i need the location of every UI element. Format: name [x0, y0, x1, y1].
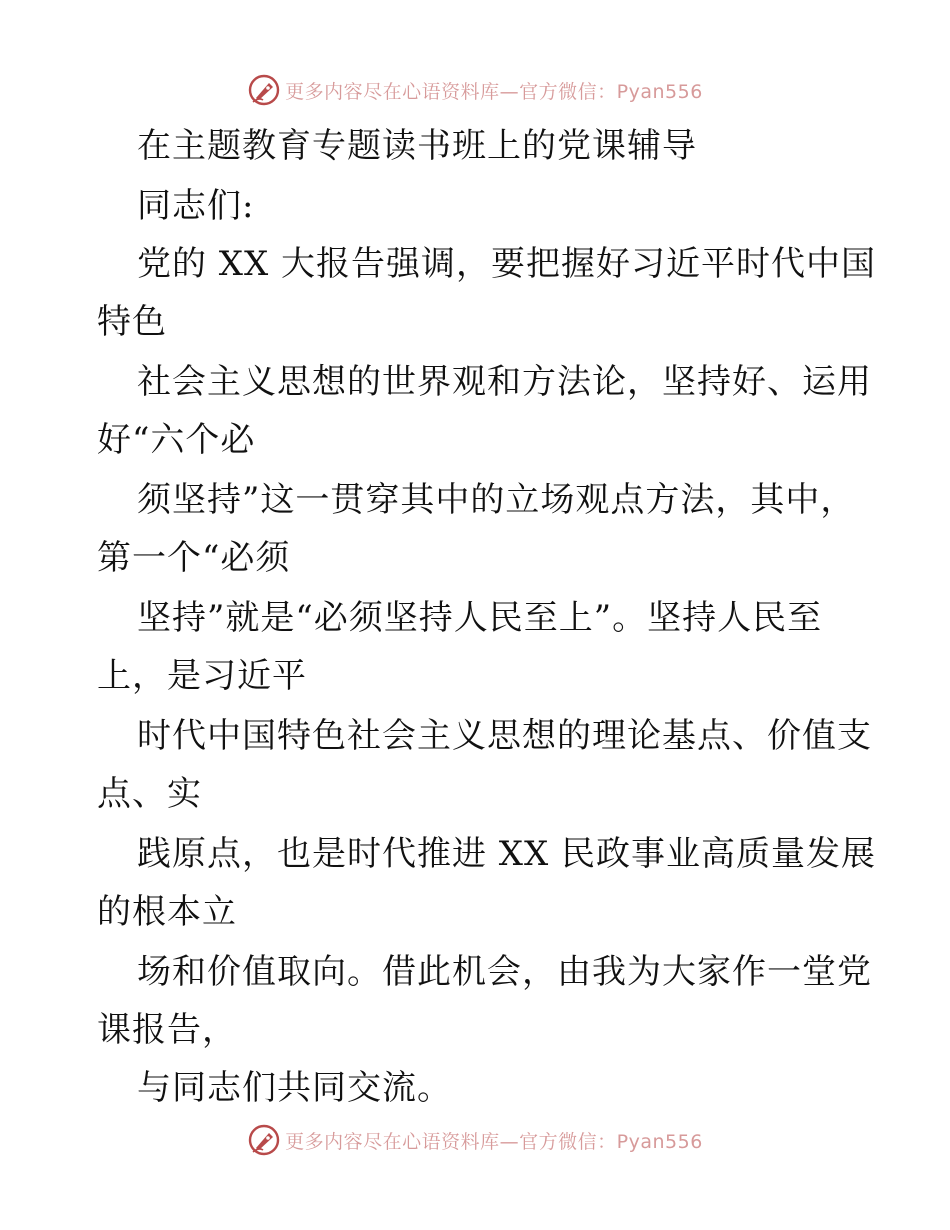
paragraph-line: 与同志们共同交流。 [137, 1068, 452, 1108]
paragraph-line: 的根本立 [97, 892, 237, 932]
paragraph-line: 好“六个必 [97, 420, 256, 460]
watermark-banner-bottom [0, 1120, 950, 1160]
paragraph-line: 第一个“必须 [97, 538, 291, 578]
watermark-text: 更多内容尽在心语资料库—官方微信：Pyan556 [285, 1130, 703, 1153]
paragraph-line: 须坚持”这一贯穿其中的立场观点方法，其中， [137, 480, 856, 520]
document-title: 在主题教育专题读书班上的党课辅导 [137, 126, 697, 166]
paragraph-line: 点、实 [97, 774, 202, 814]
paragraph-line: 党的 XX 大报告强调，要把握好习近平时代中国 [137, 244, 877, 284]
paragraph-line: 坚持”就是“必须坚持人民至上”。坚持人民至 [137, 598, 823, 638]
paragraph-line: 场和价值取向。借此机会，由我为大家作一堂党 [137, 952, 872, 992]
paragraph-line: 时代中国特色社会主义思想的理论基点、价值支 [137, 716, 872, 756]
pen-nib-circle-icon [247, 1123, 281, 1157]
watermark-text: 更多内容尽在心语资料库—官方微信：Pyan556 [285, 80, 703, 103]
paragraph-line: 课报告， [97, 1010, 237, 1050]
paragraph-line: 社会主义思想的世界观和方法论，坚持好、运用 [137, 362, 872, 402]
paragraph-line: 特色 [97, 302, 167, 342]
greeting: 同志们: [137, 186, 255, 226]
paragraph-line: 践原点，也是时代推进 XX 民政事业高质量发展 [137, 834, 877, 874]
paragraph-line: 上，是习近平 [97, 656, 307, 696]
